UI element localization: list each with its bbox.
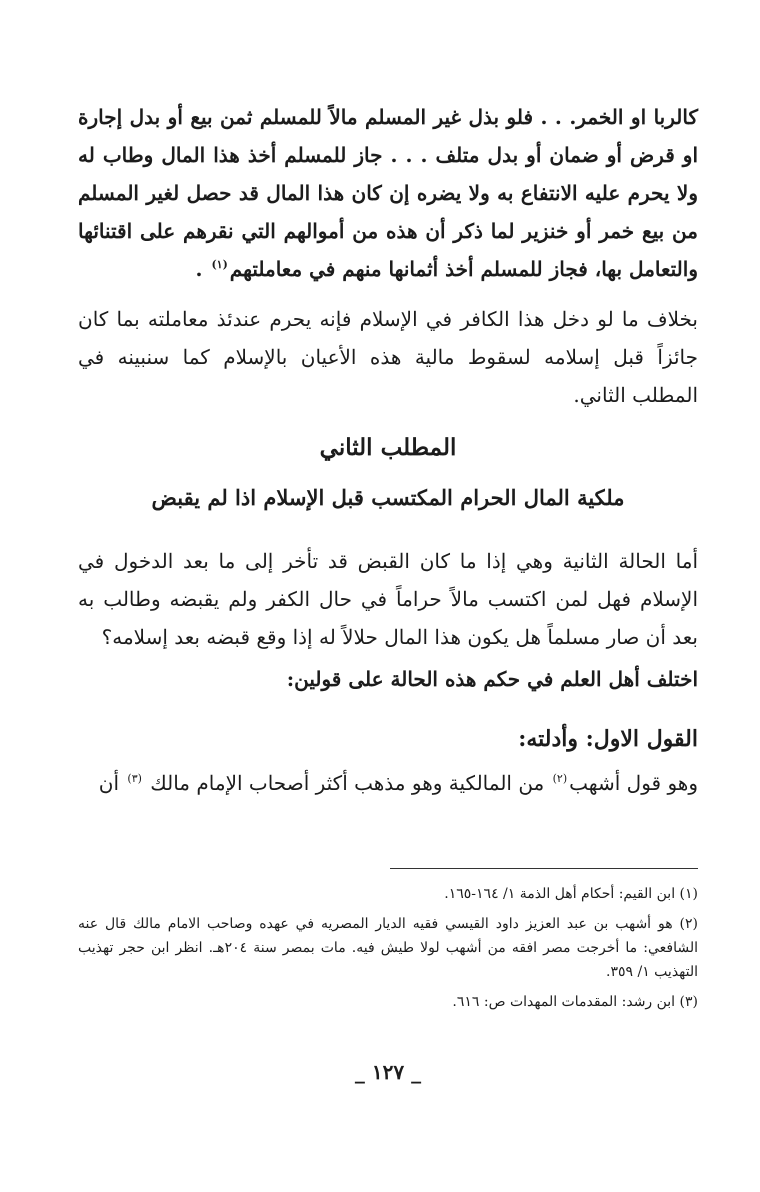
footnote-ref-3[interactable]: (٣)	[127, 772, 142, 786]
section-subtitle: ملكية المال الحرام المكتسب قبل الإسلام اذا لم يقبض	[151, 485, 625, 510]
paragraph-1-end: .	[195, 257, 210, 281]
footnote-ref-2[interactable]: (٢)	[552, 772, 568, 786]
footnote-2: (٢) هو أشهب بن عبد العزيز داود القيسي فقيه الديار المصريه في عهده وصاحب الامام مالك قال عنه الشافعي: ما أخرجت مصر افقه من أشهب لولا طيش فيه. مات بمصر سنة ٢٠٤هـ. انظر ابن حجر تهذيب التهذيب ١/ ٣٥٩.	[78, 916, 699, 980]
paragraph-5	[78, 764, 698, 802]
paragraph-1	[78, 98, 698, 288]
page-body	[78, 98, 698, 1192]
footnote-ref-1[interactable]: (١)	[211, 258, 228, 272]
paragraph-1-text: كالربا او الخمر. . . فلو بذل غير المسلم مالاً للمسلم ثمن بيع أو بدل إجارة او قرض أو ضمان أو بدل متلف . . . جاز للمسلم أخذ هذا المال وطاب له ولا يحرم عليه الانتفاع به ولا يضره إن كان هذا المال قد حصل لغير المسلم من بيع خمر أو خنزير لما ذكر أن هذه من أموالهم التي نقرهم على اقتنائها والتعامل بها، فجاز للمسلم أخذ أثمانها منهم في معاملتهم	[78, 105, 698, 281]
paragraph-2: بخلاف ما لو دخل هذا الكافر في الإسلام فإنه يحرم عندئذ معاملته بما كان جائزاً قبل إسلامه لسقوط مالية هذه الأعيان بالإسلام كما سنبينه في المطلب الثاني.	[78, 307, 698, 407]
paragraph-5-text-c: أن	[98, 771, 126, 795]
paragraph-4: اختلف أهل العلم في حكم هذه الحالة على قولين:	[286, 667, 698, 691]
first-opinion-heading: القول الاول: وأدلته:	[518, 726, 698, 752]
footnote-3: (٣) ابن رشد: المقدمات المهدات ص: ٦١٦.	[452, 994, 698, 1010]
section-title: المطلب الثاني	[319, 434, 457, 461]
footnotes	[78, 882, 698, 1020]
page-number: _ ١٢٧ _	[354, 1060, 422, 1084]
paragraph-5-text-a: وهو قول أشهب	[569, 771, 698, 795]
paragraph-3: أما الحالة الثانية وهي إذا ما كان القبض قد تأخر إلى ما بعد الدخول في الإسلام فهل لمن اكتسب مالاً حراماً في حال الكفر ولم يقبضه وطالب به بعد أن صار مسلماً هل يكون هذا المال حلالاً له إذا وقع قبضه بعد إسلامه؟	[78, 549, 699, 649]
footnote-1: (١) ابن القيم: أحكام أهل الذمة ١/ ١٦٤-١٦٥.	[444, 886, 698, 902]
paragraph-5-text-b: من المالكية وهو مذهب أكثر أصحاب الإمام مالك	[143, 771, 551, 795]
footnote-divider	[390, 868, 698, 869]
